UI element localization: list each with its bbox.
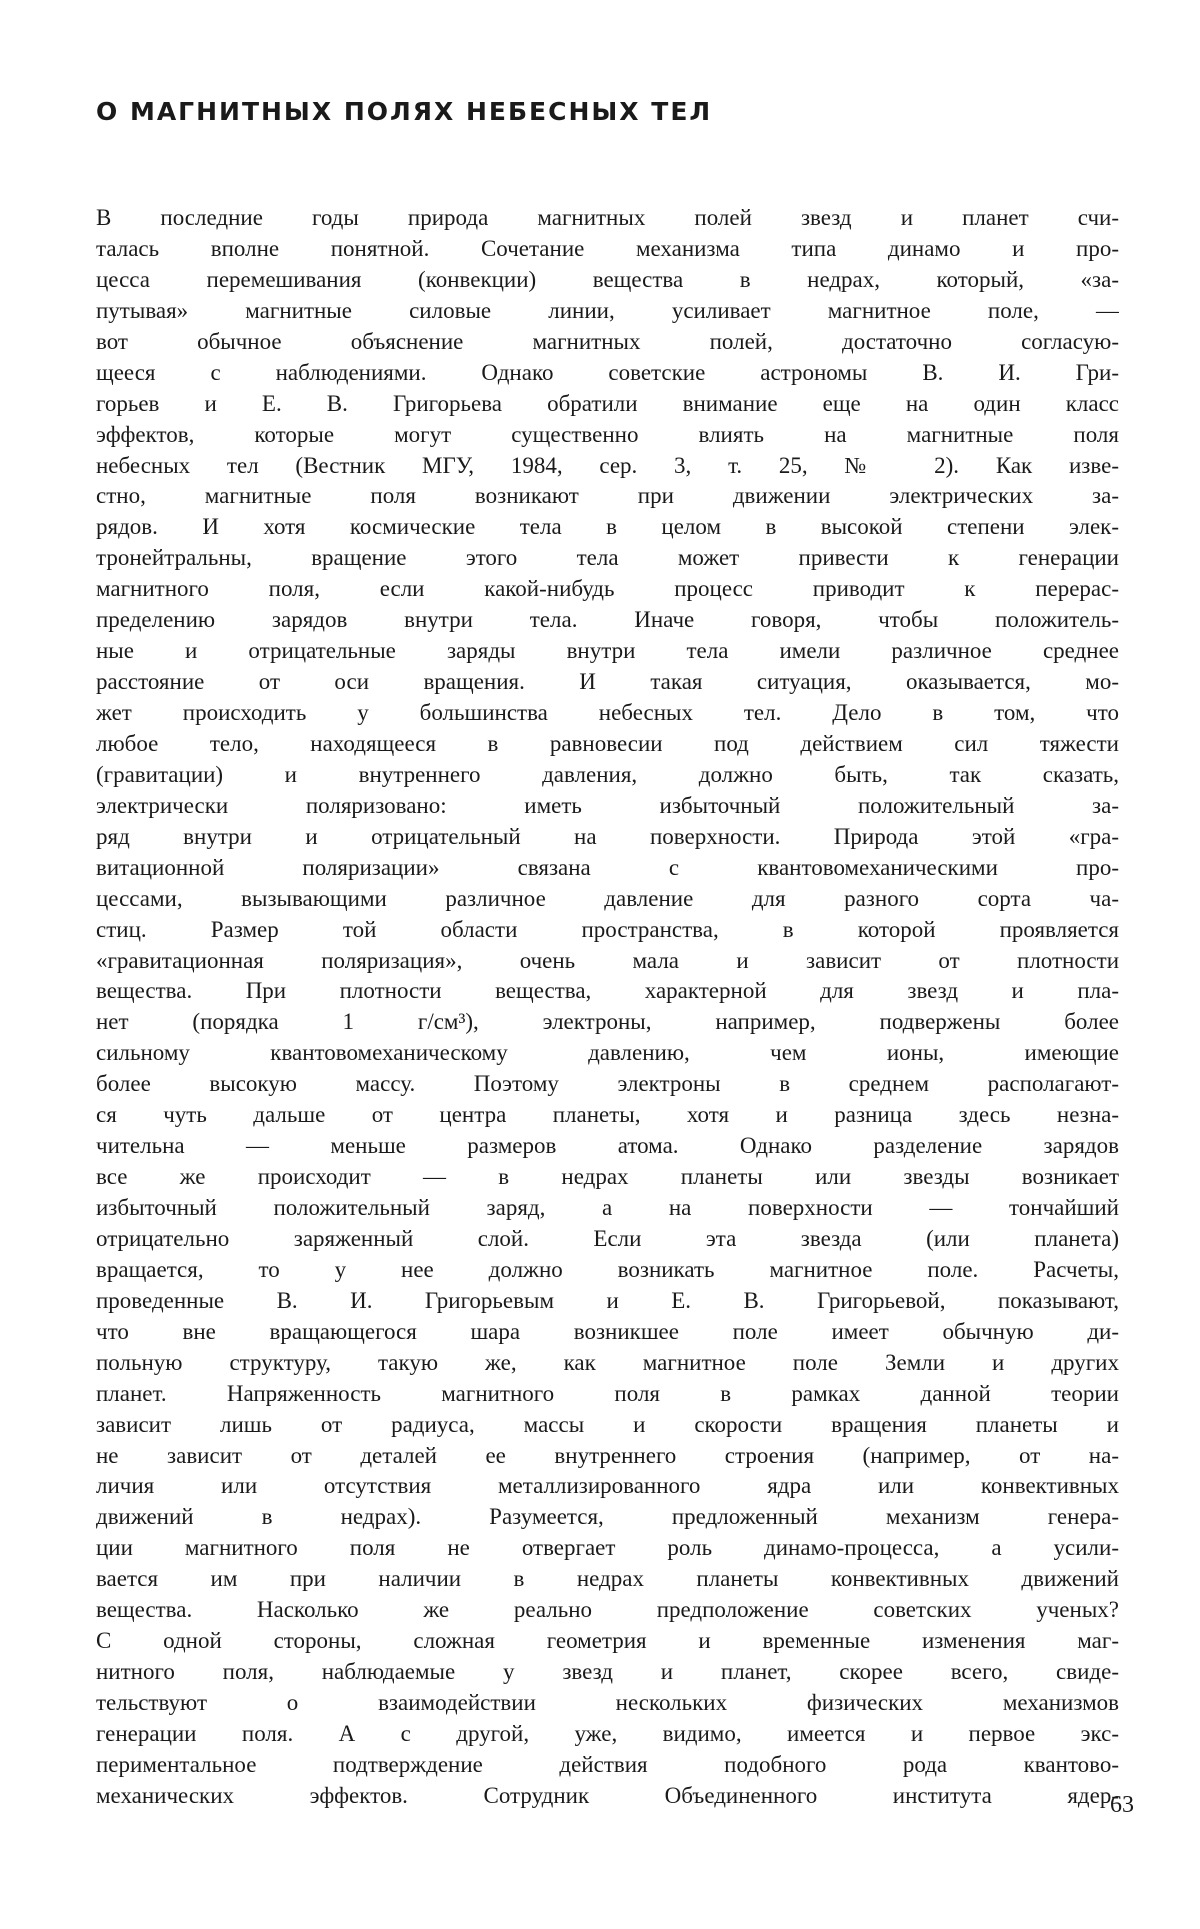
text-line: тельствуют о взаимодействии нескольких физических механизмов <box>96 1690 1119 1715</box>
text-line: ции магнитного поля не отвергает роль динамо-процесса, а усили- <box>96 1535 1119 1561</box>
text-line: небесных тел (Вестник МГУ, 1984, сер. 3, т. 25, № 2). Как изве- <box>96 452 1119 478</box>
text-line: вращается, то у нее должно возникать магнитное поле. Расчеты, <box>96 1256 1119 1282</box>
text-line: любое тело, находящееся в равновесии под действием сил тяжести <box>96 730 1119 756</box>
text-line: витационной поляризации» связана с квантовомеханическими про- <box>96 854 1119 880</box>
article-body <box>96 203 1119 1812</box>
text-line: что вне вращающегося шара возникшее поле имеет обычную ди- <box>96 1318 1119 1344</box>
text-line: «гравитационная поляризация», очень мала и зависит от плотности <box>96 947 1119 973</box>
text-line: планет. Напряженность магнитного поля в рамках данной теории <box>96 1380 1119 1406</box>
text-line: пределению зарядов внутри тела. Иначе говоря, чтобы положитель- <box>96 607 1119 633</box>
text-line: горьев и Е. В. Григорьева обратили внимание еще на один класс <box>96 390 1119 416</box>
text-line: тронейтральны, вращение этого тела может привести к генерации <box>96 545 1119 571</box>
text-line: талась вполне понятной. Сочетание механизма типа динамо и про- <box>96 235 1119 261</box>
text-line: отрицательно заряженный слой. Если эта звезда (или планета) <box>96 1225 1119 1251</box>
text-line: нет (порядка 1 г/см³), электроны, например, подвержены более <box>96 1009 1119 1035</box>
text-line: ся чуть дальше от центра планеты, хотя и разница здесь незна- <box>96 1102 1119 1128</box>
text-line: электрически поляризовано: иметь избыточный положительный за- <box>96 792 1119 818</box>
text-line: (гравитации) и внутреннего давления, должно быть, так сказать, <box>96 761 1119 787</box>
text-line: ряд внутри и отрицательный на поверхности. Природа этой «гра- <box>96 823 1119 849</box>
text-line: вещества. При плотности вещества, характерной для звезд и пла- <box>96 978 1119 1004</box>
text-line: вается им при наличии в недрах планеты конвективных движений <box>96 1566 1119 1592</box>
text-line: В последние годы природа магнитных полей звезд и планет счи- <box>96 205 1119 230</box>
text-line: движений в недрах). Разумеется, предложенный механизм генера- <box>96 1504 1119 1530</box>
text-line: эффектов, которые могут существенно влиять на магнитные поля <box>96 421 1119 447</box>
text-line: избыточный положительный заряд, а на поверхности — тончайший <box>96 1195 1119 1220</box>
text-line: проведенные В. И. Григорьевым и Е. В. Григорьевой, показывают, <box>96 1287 1119 1313</box>
page-number: 63 <box>1110 1792 1134 1818</box>
text-line: щееся с наблюдениями. Однако советские астрономы В. И. Гри- <box>96 359 1119 385</box>
text-line: стно, магнитные поля возникают при движении электрических за- <box>96 483 1119 509</box>
text-line: все же происходит — в недрах планеты или звезды возникает <box>96 1164 1119 1190</box>
text-line: расстояние от оси вращения. И такая ситуация, оказывается, мо- <box>96 669 1119 695</box>
text-line: нитного поля, наблюдаемые у звезд и планет, скорее всего, свиде- <box>96 1659 1119 1685</box>
text-line: генерации поля. А с другой, уже, видимо, имеется и первое экс- <box>96 1720 1119 1746</box>
text-line: ные и отрицательные заряды внутри тела имели различное среднее <box>96 638 1119 664</box>
text-line: вот обычное объяснение магнитных полей, достаточно согласую- <box>96 328 1119 354</box>
text-line: С одной стороны, сложная геометрия и временные изменения маг- <box>96 1628 1119 1654</box>
text-line: зависит лишь от радиуса, массы и скорости вращения планеты и <box>96 1411 1119 1437</box>
article-heading: О МАГНИТНЫХ ПОЛЯХ НЕБЕСНЫХ ТЕЛ <box>96 97 713 126</box>
text-line: механических эффектов. Сотрудник Объединенного института ядер- <box>96 1782 1119 1808</box>
text-line: магнитного поля, если какой-нибудь процесс приводит к перерас- <box>96 576 1119 602</box>
text-line: цессами, вызывающими различное давление для разного сорта ча- <box>96 885 1119 911</box>
text-line: стиц. Размер той области пространства, в которой проявляется <box>96 916 1119 942</box>
text-line: жет происходить у большинства небесных тел. Дело в том, что <box>96 700 1119 725</box>
text-line: цесса перемешивания (конвекции) вещества в недрах, который, «за- <box>96 266 1119 292</box>
text-line: вещества. Насколько же реально предположение советских ученых? <box>96 1597 1119 1623</box>
text-line: польную структуру, такую же, как магнитное поле Земли и других <box>96 1349 1119 1375</box>
text-line: более высокую массу. Поэтому электроны в среднем располагают- <box>96 1071 1119 1097</box>
text-line: не зависит от деталей ее внутреннего строения (например, от на- <box>96 1442 1119 1468</box>
text-line: сильному квантовомеханическому давлению, чем ионы, имеющие <box>96 1040 1119 1066</box>
text-line: путывая» магнитные силовые линии, усиливает магнитное поле, — <box>96 297 1119 323</box>
text-line: периментальное подтверждение действия подобного рода квантово- <box>96 1751 1119 1777</box>
text-line: рядов. И хотя космические тела в целом в высокой степени элек- <box>96 514 1119 540</box>
text-line: личия или отсутствия металлизированного ядра или конвективных <box>96 1473 1119 1499</box>
text-line: чительна — меньше размеров атома. Однако разделение зарядов <box>96 1133 1119 1159</box>
